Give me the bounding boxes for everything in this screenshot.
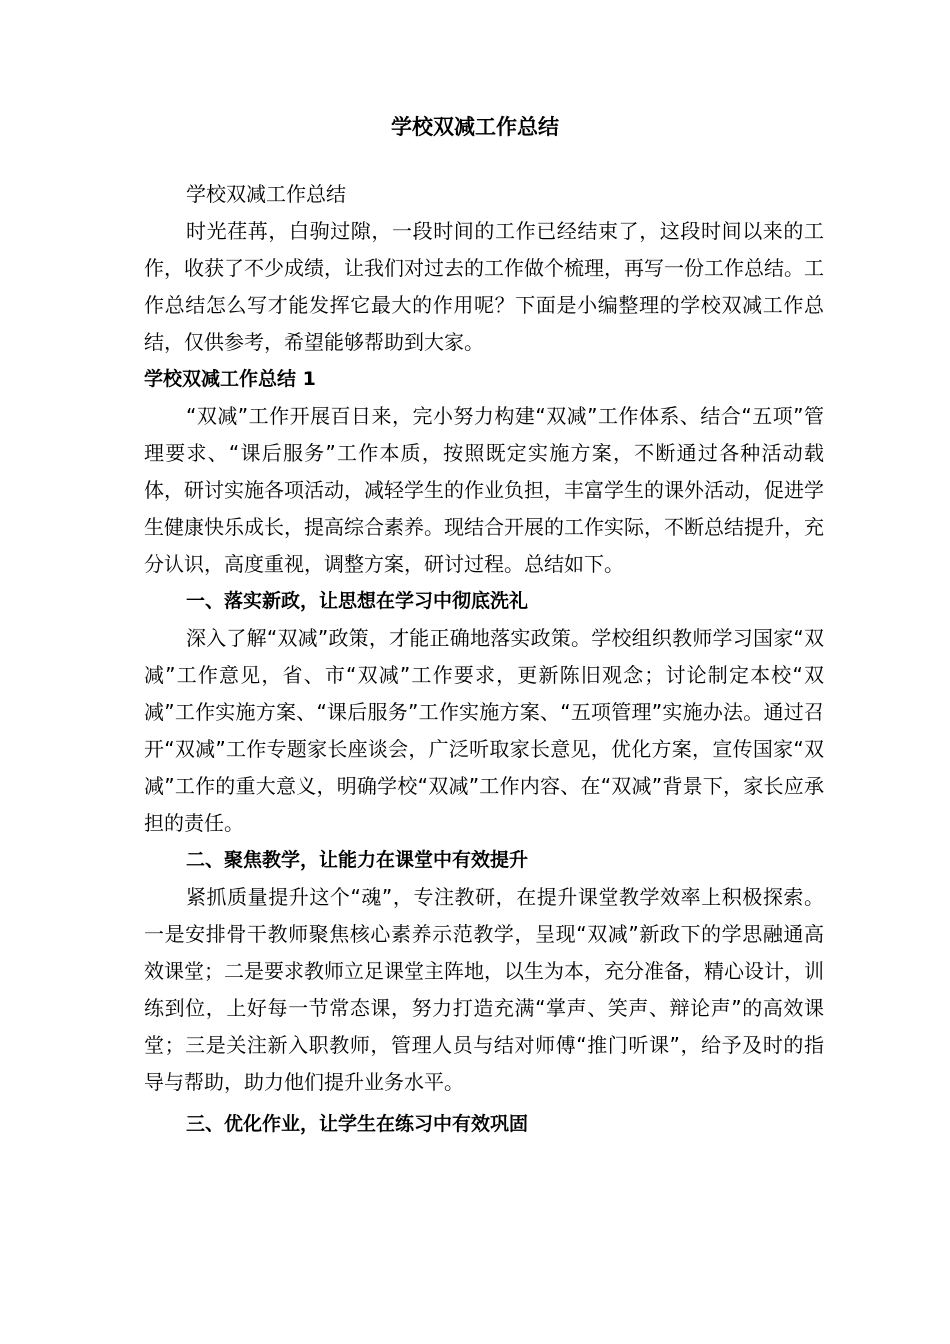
heading-3: 三、优化作业，让学生在练习中有效巩固 — [186, 1113, 529, 1135]
paragraph-1: 深入了解“双减”政策，才能正确地落实政策。学校组织教师学习国家“双减”工作意见，省、市“双减”工作要求，更新陈旧观念；讨论制定本校“双减”工作实施方案、“课后服务”工作实施方案、“五项管理”实施办法。通过召开“双减”工作专题家长座谈会，广泛听取家长意见，优化方案，宣传国家“双减”工作的重大意义，明确学校“双减”工作内容、在“双减”背景下，家长应承担的责任。 — [144, 626, 824, 835]
document-title: 学校双减工作总结 — [391, 115, 559, 139]
heading-2: 二、聚焦教学，让能力在课堂中有效提升 — [186, 849, 529, 871]
section-title: 学校双减工作总结 1 — [144, 368, 316, 390]
document-body — [144, 176, 824, 1143]
intro-paragraph: 时光荏苒，白驹过隙，一段时间的工作已经结束了，这段时间以来的工作，收获了不少成绩，让我们对过去的工作做个梳理，再写一份工作总结。工作总结怎么写才能发挥它最大的作用呢？下面是小编整理的学校双减工作总结，仅供参考，希望能够帮助到大家。 — [144, 219, 824, 354]
heading-1: 一、落实新政，让思想在学习中彻底洗礼 — [186, 590, 529, 612]
paragraph-2: 紧抓质量提升这个“魂”，专注教研，在提升课堂教学效率上积极探索。一是安排骨干教师聚焦核心素养示范教学，呈现“双减”新政下的学思融通高效课堂；二是要求教师立足课堂主阵地，以生为本，充分准备，精心设计，训练到位，上好每一节常态课，努力打造充满“掌声、笑声、辩论声”的高效课堂；三是关注新入职教师，管理人员与结对师傅“推门听课”，给予及时的指导与帮助，助力他们提升业务水平。 — [144, 885, 824, 1094]
section-intro-paragraph: “双减”工作开展百日来，完小努力构建“双减”工作体系、结合“五项”管理要求、“课后服务”工作本质，按照既定实施方案，不断通过各种活动载体，研讨实施各项活动，减轻学生的作业负担，丰富学生的课外活动，促进学生健康快乐成长，提高综合素养。现结合开展的工作实际，不断总结提升，充分认识，高度重视，调整方案，研讨过程。总结如下。 — [144, 404, 824, 576]
subtitle: 学校双减工作总结 — [186, 182, 346, 206]
